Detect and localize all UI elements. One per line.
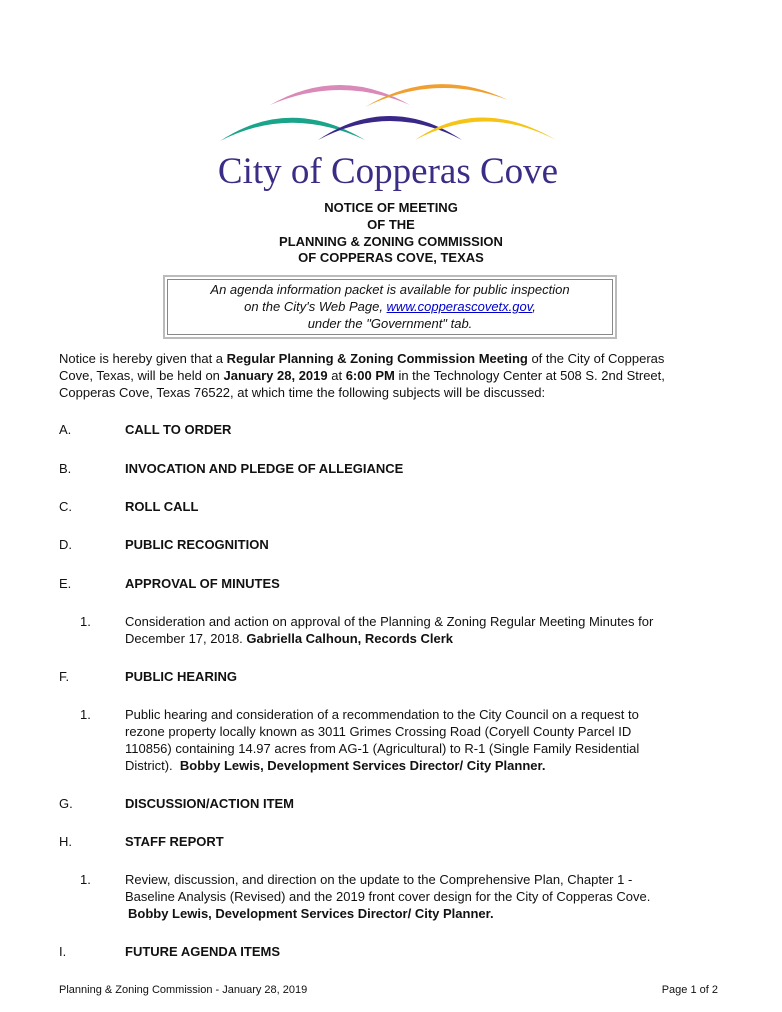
item-letter: H.: [59, 834, 72, 849]
subitem-rezone-hearing: Public hearing and consideration of a recommendation to the City Council on a request to rezone property locally known as 3011 Grimes Crossing Road (Coryell County Parcel ID 110856) containing 14.97 acres from AG-1 (Agricultural) to R-1 (Single Family Residential District). Bobby Lewis, Development Services Director/ City Planner.: [125, 707, 640, 773]
item-letter: E.: [59, 576, 72, 591]
notice-line-3: under the "Government" tab.: [307, 316, 473, 331]
header-line-3: PLANNING & ZONING COMMISSION: [279, 234, 503, 249]
item-title-staff-report: STAFF REPORT: [125, 834, 224, 849]
header-line-4: OF COPPERAS COVE, TEXAS: [298, 250, 484, 265]
item-letter: D.: [59, 537, 72, 552]
item-title-call-to-order: CALL TO ORDER: [125, 422, 232, 437]
item-title-roll-call: ROLL CALL: [125, 499, 199, 514]
logo-arc-yellow: [415, 118, 556, 141]
item-letter: G.: [59, 796, 73, 811]
item-title-public-recognition: PUBLIC RECOGNITION: [125, 537, 269, 552]
item-letter: F.: [59, 669, 70, 684]
item-title-public-hearing: PUBLIC HEARING: [125, 669, 237, 684]
item-letter: A.: [59, 422, 72, 437]
item-title-invocation: INVOCATION AND PLEDGE OF ALLEGIANCE: [125, 461, 404, 476]
agenda-packet-notice: [163, 275, 617, 339]
item-letter: C.: [59, 499, 72, 514]
item-title-approval-of-minutes: APPROVAL OF MINUTES: [125, 576, 280, 591]
item-title-discussion: DISCUSSION/ACTION ITEM: [125, 796, 295, 811]
item-title-future-agenda: FUTURE AGENDA ITEMS: [125, 944, 281, 959]
subitem-number: 1.: [80, 872, 91, 887]
footer-title: Planning & Zoning Commission - January 28, 2019: [59, 984, 308, 996]
subitem-minutes: Consideration and action on approval of the Planning & Zoning Regular Meeting Minutes for December 17, 2018. Gabriella Calhoun, Records Clerk: [125, 614, 654, 646]
city-website-link[interactable]: www.copperascovetx.gov: [386, 299, 533, 314]
city-logo: [210, 70, 570, 195]
notice-text: on the City's Web Page,: [244, 299, 387, 314]
logo-arc-teal: [220, 118, 365, 141]
subitem-comprehensive-plan: Review, discussion, and direction on the update to the Comprehensive Plan, Chapter 1 - Baseline Analysis (Revised) and the 2019 front cover design for the City of Copperas Cove. Bobby Lewis, Development Services Director/ City Planner.: [125, 872, 651, 921]
intro-paragraph: Notice is hereby given that a Regular Planning & Zoning Commission Meeting of the City of Copperas Cove, Texas, will be held on January 28, 2019 at 6:00 PM in the Technology Center at 508 S. 2nd Street, Copperas Cove, Texas 76522, at which time the following subjects will be discussed:: [59, 351, 665, 400]
notice-line-1: An agenda information packet is available for public inspection: [210, 282, 570, 297]
subitem-number: 1.: [80, 707, 91, 722]
subitem-number: 1.: [80, 614, 91, 629]
page-number: Page 1 of 2: [661, 984, 718, 996]
logo-text: City of Copperas Cove: [217, 151, 559, 192]
header-line-1: NOTICE OF MEETING: [324, 200, 458, 215]
item-letter: I.: [59, 944, 67, 959]
header-line-2: OF THE: [367, 217, 415, 232]
notice-text: ,: [532, 299, 536, 314]
notice-line-2: [165, 298, 615, 315]
item-letter: B.: [59, 461, 72, 476]
